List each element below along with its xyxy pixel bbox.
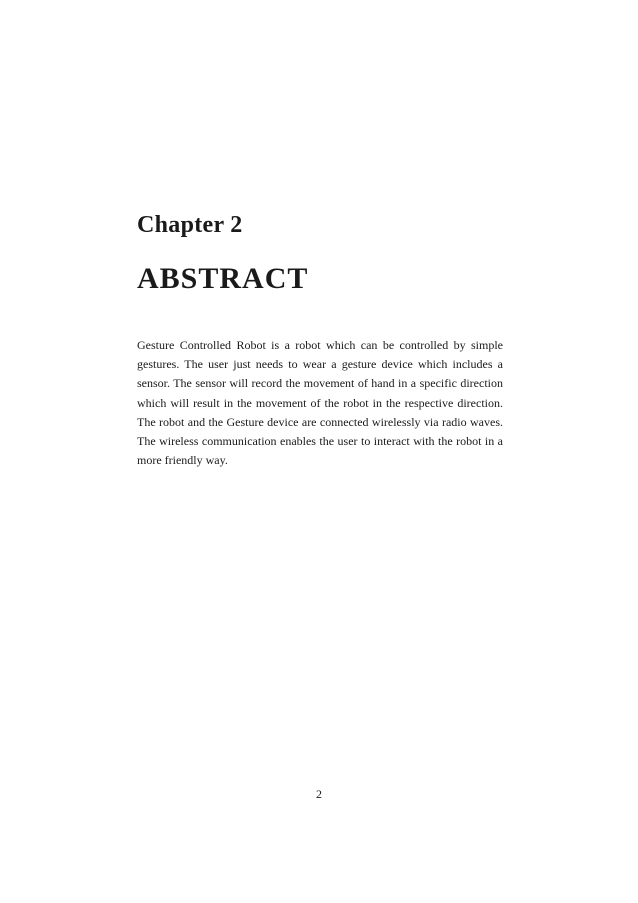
chapter-heading: Chapter 2 (137, 212, 243, 238)
section-title: ABSTRACT (137, 262, 309, 295)
page-number: 2 (316, 787, 322, 801)
abstract-paragraph: Gesture Controlled Robot is a robot which can be controlled by simple gestures. The user just needs to wear a gesture device which includes a sensor. The sensor will record the movement of hand in a specific direction which will result in the movement of the robot in the respective direction. The robot and the Gesture device are connected wirelessly via radio waves. The wireless communication enables the user to interact with the robot in a more friendly way. (137, 338, 503, 468)
